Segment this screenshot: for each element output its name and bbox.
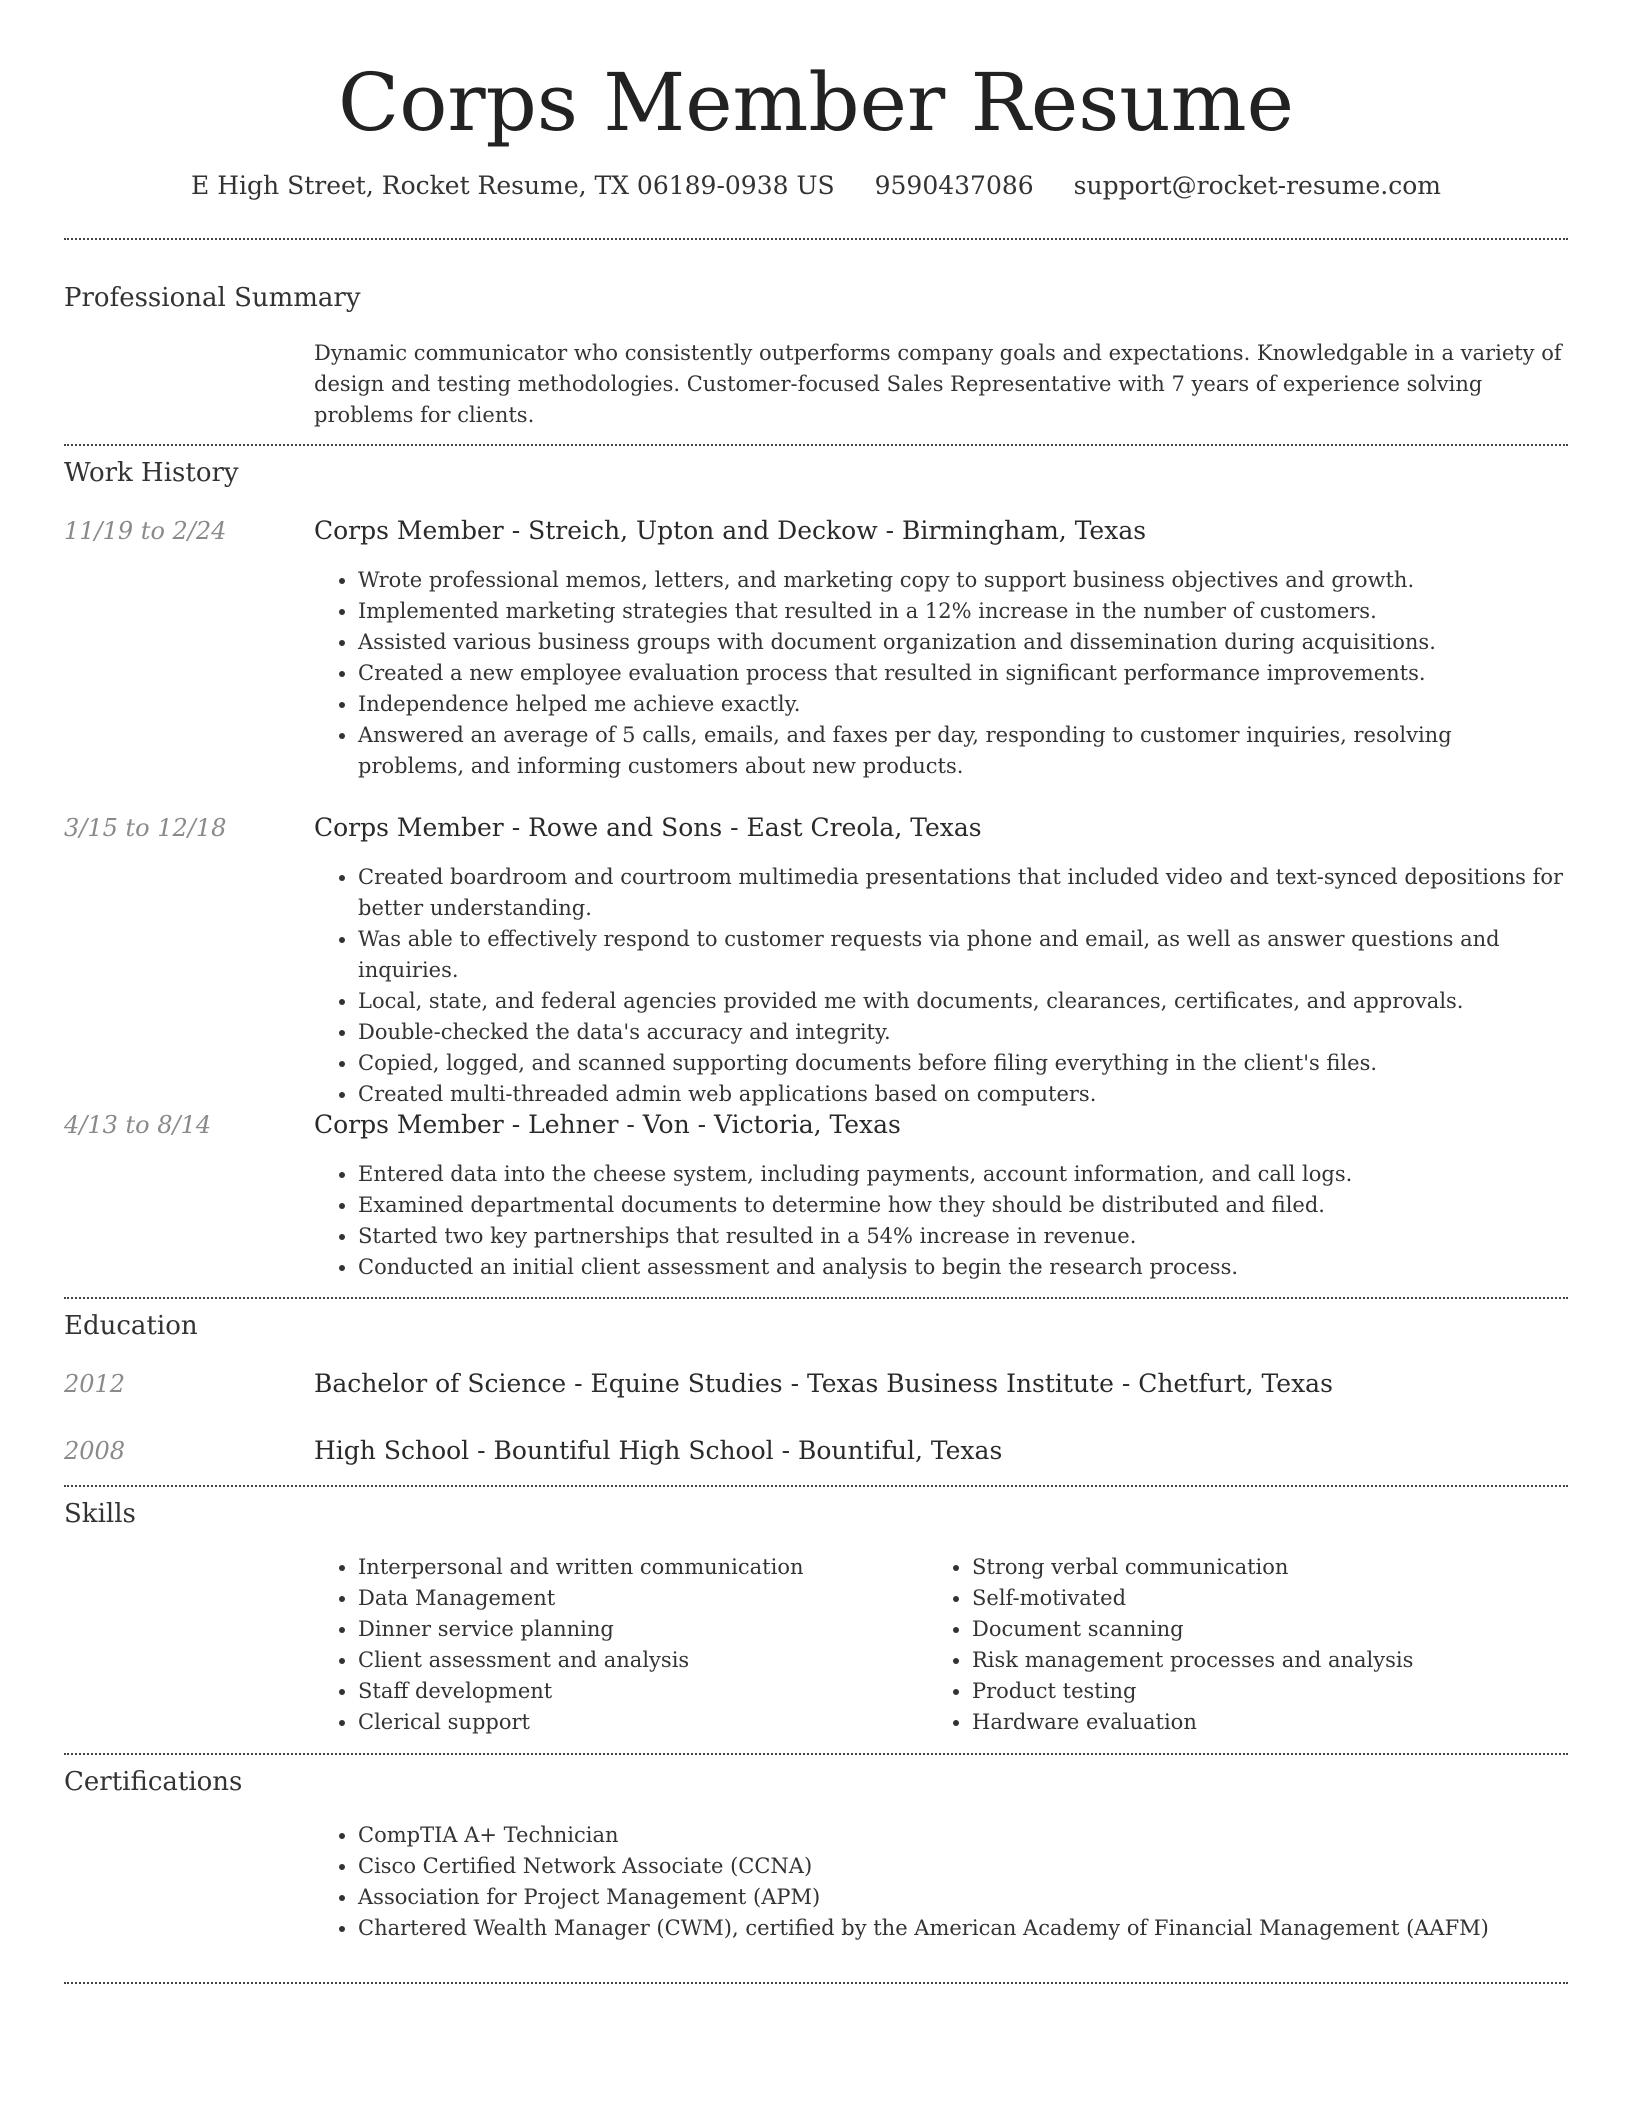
education-year: 2008 [64, 1437, 126, 1465]
list-item: • Copied, logged, and scanned supporting documents before filing everything in the client's files. [358, 1048, 1564, 1079]
list-item: • Started two key partnerships that resulted in a 54% increase in revenue. [358, 1221, 1564, 1252]
list-item: • Clerical support [358, 1707, 918, 1738]
list-item: • Cisco Certified Network Associate (CCNA) [358, 1851, 1564, 1882]
list-item: • Created boardroom and courtroom multimedia presentations that included video and text-synced depositions for better understanding. [358, 862, 1564, 924]
divider [64, 1297, 1568, 1299]
job-bullets [314, 862, 1564, 1110]
list-item: • Answered an average of 5 calls, emails, and faxes per day, responding to customer inquiries, resolving problems, and informing customers about new products. [358, 720, 1564, 782]
section-title-summary: Professional Summary [64, 283, 361, 313]
divider [64, 1982, 1568, 1984]
section-title-skills: Skills [64, 1499, 136, 1529]
list-item: • Assisted various business groups with document organization and dissemination during acquisitions. [358, 627, 1564, 658]
section-title-certifications: Certifications [64, 1767, 243, 1797]
list-item: • Client assessment and analysis [358, 1645, 918, 1676]
list-item: • Local, state, and federal agencies provided me with documents, clearances, certificates, and approvals. [358, 986, 1564, 1017]
list-item: • Created a new employee evaluation process that resulted in significant performance improvements. [358, 658, 1564, 689]
list-item: • Dinner service planning [358, 1614, 918, 1645]
skills-list-right [928, 1552, 1572, 1738]
list-item: • Was able to effectively respond to customer requests via phone and email, as well as answer questions and inquiries. [358, 924, 1564, 986]
contact-phone: 9590437086 [874, 171, 1034, 200]
list-item: • Conducted an initial client assessment and analysis to begin the research process. [358, 1252, 1564, 1283]
section-title-work: Work History [64, 458, 239, 488]
list-item: • CompTIA A+ Technician [358, 1820, 1564, 1851]
summary-text: Dynamic communicator who consistently outperforms company goals and expectations. Knowledgable in a variety of design and testing methodologies. Customer-focused Sales Representative with 7 years of experience solving problems for clients. [314, 341, 1562, 427]
list-item: • Staff development [358, 1676, 918, 1707]
divider [64, 1485, 1568, 1487]
list-item: • Self-motivated [972, 1583, 1572, 1614]
list-item: • Interpersonal and written communication [358, 1552, 918, 1583]
list-item: • Risk management processes and analysis [972, 1645, 1572, 1676]
divider [64, 444, 1568, 446]
skills-list-left [314, 1552, 918, 1738]
list-item: • Document scanning [972, 1614, 1572, 1645]
divider [64, 1753, 1568, 1755]
contact-email: support@rocket-resume.com [1073, 171, 1441, 200]
job-heading: Corps Member - Rowe and Sons - East Creola, Texas [314, 813, 982, 842]
list-item: • Examined departmental documents to determine how they should be distributed and filed. [358, 1190, 1564, 1221]
list-item: • Entered data into the cheese system, including payments, account information, and call logs. [358, 1159, 1564, 1190]
certifications-list [314, 1820, 1564, 1944]
resume-title: Corps Member Resume [337, 56, 1294, 149]
list-item: • Data Management [358, 1583, 918, 1614]
list-item: • Product testing [972, 1676, 1572, 1707]
list-item: • Chartered Wealth Manager (CWM), certified by the American Academy of Financial Management (AAFM) [358, 1913, 1564, 1944]
list-item: • Wrote professional memos, letters, and marketing copy to support business objectives and growth. [358, 565, 1564, 596]
job-dates: 11/19 to 2/24 [64, 517, 227, 545]
contact-line [0, 170, 1632, 202]
job-bullets [314, 1159, 1564, 1283]
education-entry: Bachelor of Science - Equine Studies - Texas Business Institute - Chetfurt, Texas [314, 1369, 1333, 1398]
job-dates: 3/15 to 12/18 [64, 814, 227, 842]
list-item: • Independence helped me achieve exactly. [358, 689, 1564, 720]
contact-address: E High Street, Rocket Resume, TX 06189-0938 US [191, 171, 835, 200]
list-item: • Created multi-threaded admin web applications based on computers. [358, 1079, 1564, 1110]
education-year: 2012 [64, 1370, 126, 1398]
list-item: • Hardware evaluation [972, 1707, 1572, 1738]
job-heading: Corps Member - Lehner - Von - Victoria, Texas [314, 1110, 901, 1139]
job-bullets [314, 565, 1564, 782]
list-item: • Double-checked the data's accuracy and integrity. [358, 1017, 1564, 1048]
list-item: • Association for Project Management (APM) [358, 1882, 1564, 1913]
section-title-education: Education [64, 1311, 198, 1341]
list-item: • Strong verbal communication [972, 1552, 1572, 1583]
job-dates: 4/13 to 8/14 [64, 1111, 212, 1139]
divider [64, 238, 1568, 240]
job-heading: Corps Member - Streich, Upton and Deckow - Birmingham, Texas [314, 516, 1147, 545]
list-item: • Implemented marketing strategies that resulted in a 12% increase in the number of customers. [358, 596, 1564, 627]
education-entry: High School - Bountiful High School - Bountiful, Texas [314, 1436, 1003, 1465]
